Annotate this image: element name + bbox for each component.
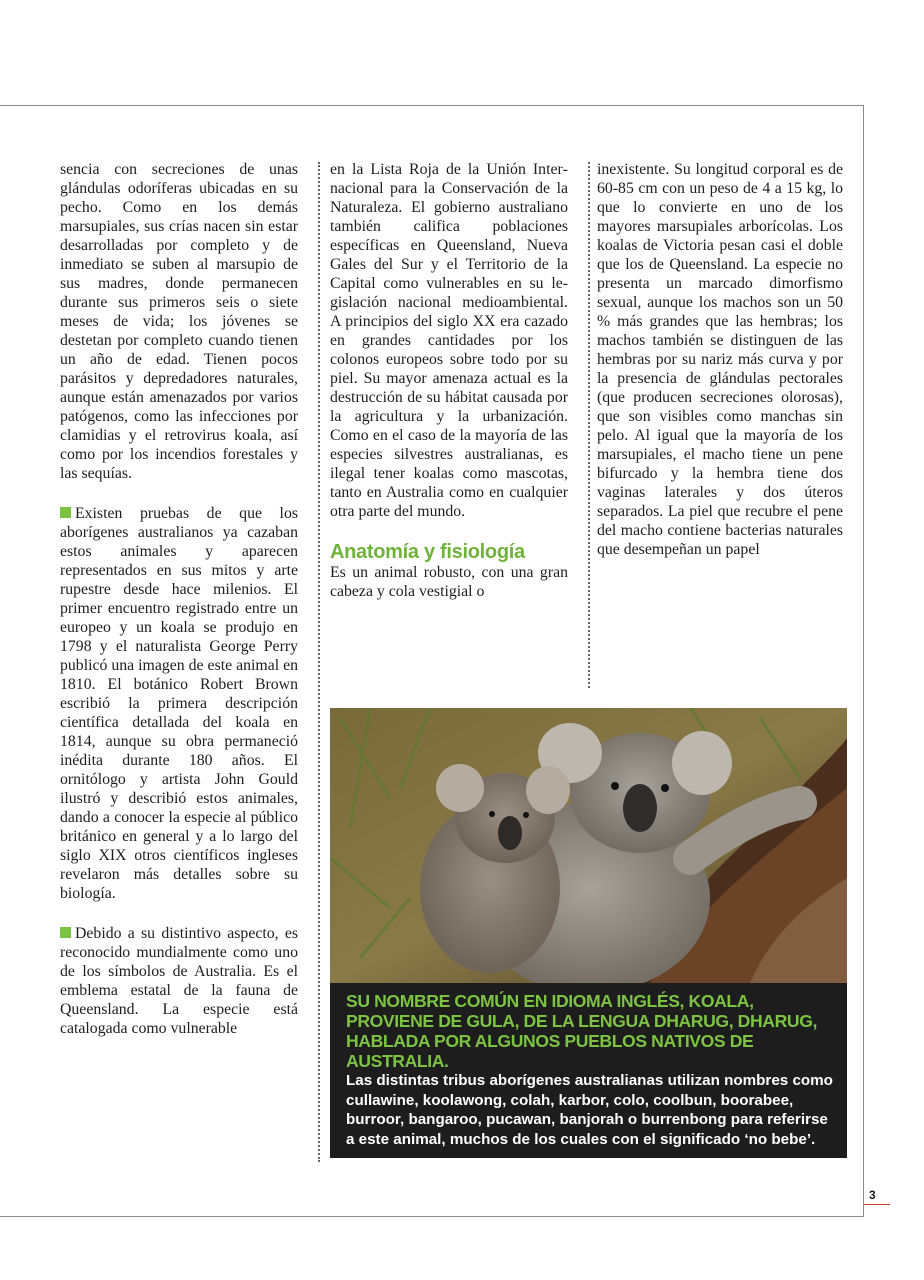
body-paragraph: Es un animal robusto, con una gran cabeza y cola vestigial o [330, 564, 568, 600]
photo-caption [330, 983, 847, 1158]
body-paragraph: inexistente. Su longitud corporal es de 60-85 cm con un peso de 4 a 15 kg, lo que lo convierte en uno de los mayores marsupiales arborícolas. Los koalas de Victoria pesan casi el doble que los de Queensland. La especie no presenta un marcado dimorfismo sexual, aunque los machos son un 50 % más grandes que las hembras; los machos también se distinguen de las hembras por su nariz más curva y por la presencia de glándulas pectorales (que producen secreciones olorosas), que son visibles como manchas sin pelo. Al igual que la mayoría de los marsupiales, el macho tiene un pene bifurcado y la hembra tiene dos vaginas laterales y dos úteros separados. La piel que recubre el pene del macho contiene bacterias naturales que desempeñan un papel [597, 161, 843, 558]
koala-photo [330, 708, 847, 983]
body-paragraph: sencia con secreciones de unas glándulas odoríferas ubicadas en su pecho. Como en los demás marsupiales, sus crías nacen sin estar desarrolladas por completo y de inmediato se suben al marsupio de sus madres, donde permanecen durante sus primeros seis o siete meses de vida; los jóvenes se destetan por completo cuando tienen un año de edad. Tienen pocos parásitos y depredadores naturales, aunque están amenazados por varios patógenos, como las infecciones por clamidias y el retrovirus koala, así como por los incendios forestales y las sequías. [60, 161, 298, 482]
green-square-bullet-icon [60, 927, 71, 938]
body-paragraph: Debido a su distintivo aspecto, es reconocido mundialmente como uno de los símbolos de Australia. Es el emblema estatal de la fauna de Queensland. La especie está catalogada como vulnerable [60, 925, 298, 1037]
text-column-1 [60, 160, 298, 1038]
body-paragraph: en la Lista Roja de la Unión Internacional para la Conservación de la Naturaleza. El gobierno australiano también califica poblaciones específicas en Queensland, Nueva Gales del Sur y el Territorio de la Capital como vulnerables en su legislación nacional medioambiental. A principios del siglo XX era cazado en grandes cantidades por los colonos europeos sobre todo por su piel. Su mayor amenaza actual es la destrucción de su hábitat causada por la agricultura y la urbanización. Como en el caso de la mayoría de las especies silvestres australianas, es ilegal tener koalas como mascotas, tanto en Australia como en cualquier otra parte del mundo. [330, 161, 568, 520]
text-column-3 [597, 160, 843, 559]
section-heading: Anatomía y fisiología [330, 541, 525, 563]
body-paragraph: Existen pruebas de que los aborígenes australianos ya cazaban estos animales y aparecen representados en sus mitos y arte rupestre desde hace milenios. El primer encuentro registrado entre un europeo y un koala se produjo en 1798 y el naturalista George Perry publicó una imagen de este animal en 1810. El botánico Robert Brown escribió la primera descripción científica detallada del koala en 1814, aunque su obra permaneció inédita durante 180 años. El ornitólogo y artista John Gould ilustró y describió estos animales, dando a conocer la especie al público británico en general y a lo largo del siglo XIX otros científicos ingleses revelaron más detalles sobre su biología. [60, 505, 298, 902]
page-number-rule [864, 1204, 890, 1205]
column-divider [588, 162, 590, 688]
caption-body: Las distintas tribus aborígenes australianas utilizan nombres como cullawine, koolawong, colah, karbor, colo, coolbun, boorabee, burroor, bangaroo, pucawan, banjorah o burrenbong para referirse a este animal, muchos de los cuales con el significado ‘no bebe’. [346, 1072, 833, 1148]
text-column-2 [330, 160, 568, 601]
page-number: 3 [869, 1188, 876, 1202]
caption-heading: SU NOMBRE COMÚN EN IDIOMA INGLÉS, KOALA, PROVIENE DE GULA, DE LA LENGUA DHARUG, DHARUG, HABLADA POR ALGUNOS PUEBLOS NATIVOS DE AUSTRALIA. [346, 991, 817, 1071]
green-square-bullet-icon [60, 507, 71, 518]
column-divider [318, 162, 320, 1162]
